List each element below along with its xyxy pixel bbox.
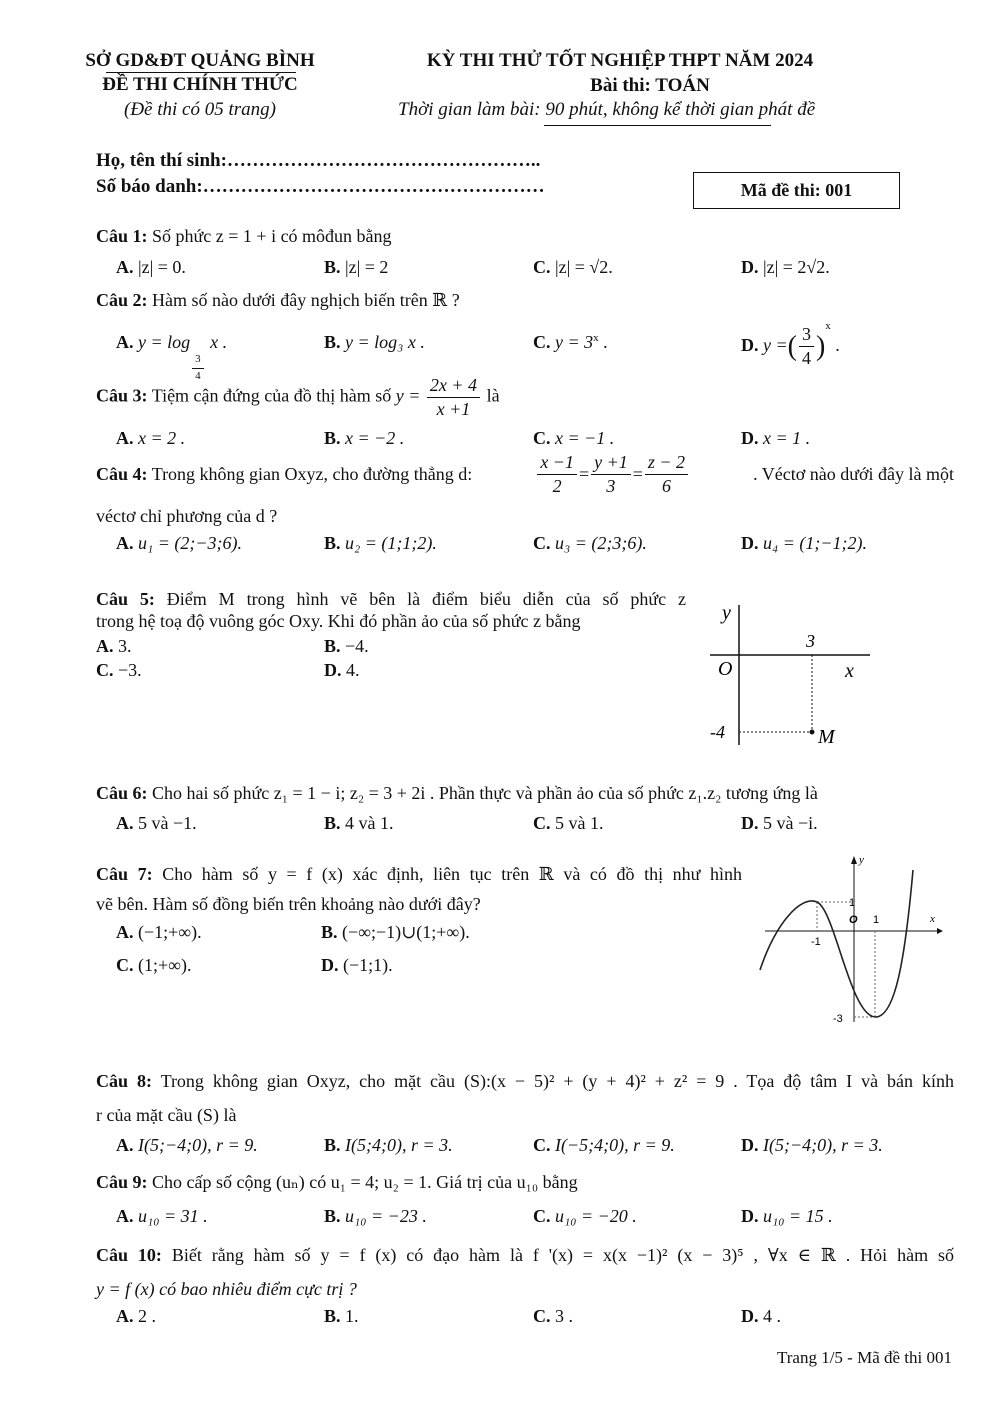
q6-option-b[interactable] <box>324 813 394 834</box>
option-text: |z| = 2√2. <box>763 257 830 277</box>
exam-duration: Thời gian làm bài: 90 phút, không kể thời gian phát đề <box>398 99 816 120</box>
function-lhs: y = <box>395 385 421 406</box>
q2-option-b[interactable] <box>324 332 425 353</box>
paren-left: ( <box>787 330 797 362</box>
fraction-numerator: 3 <box>799 325 814 347</box>
q8-option-a[interactable] <box>116 1135 258 1156</box>
base-fraction <box>799 325 814 368</box>
option-letter: D. <box>741 257 759 277</box>
option-text: I(5;−4;0), r = 9. <box>138 1135 258 1155</box>
origin-label: O <box>718 658 733 680</box>
question-7 <box>96 861 742 917</box>
line-equation: $\frac{x -1}{2}$ = $\frac{y +1}{3}$ = $\frac{z - 2}{6}$ <box>535 453 690 496</box>
q4-option-d[interactable] <box>741 533 867 554</box>
question-label: Câu 8: <box>96 1071 152 1091</box>
option-text: I(−5;4;0), r = 9. <box>555 1135 675 1155</box>
fraction-denominator: 4 <box>195 369 201 382</box>
option-text: −4. <box>345 636 369 656</box>
option-text: u₃ = (2;3;6). <box>555 533 647 553</box>
option-letter: C. <box>533 332 551 352</box>
option-text: x = 2 . <box>138 428 186 448</box>
option-text-tail: . <box>830 335 840 355</box>
option-letter: B. <box>324 428 341 448</box>
option-letter: B. <box>324 813 341 833</box>
header-divider-left <box>106 72 296 73</box>
option-text: |z| = 0. <box>138 257 186 277</box>
q1-option-c[interactable] <box>533 257 613 278</box>
student-id-field: Số báo danh:……………………………………………… <box>96 176 545 197</box>
option-text: −3. <box>118 660 142 680</box>
q2-option-a[interactable] <box>116 332 227 382</box>
option-letter: A. <box>116 533 134 553</box>
option-letter: A. <box>116 1206 134 1226</box>
option-text: 5 và −i. <box>763 813 818 833</box>
option-text: 3 . <box>555 1306 573 1326</box>
option-text-tail: x . <box>205 332 228 352</box>
question-6 <box>96 783 818 804</box>
q10-option-d[interactable] <box>741 1306 781 1327</box>
question-label: Câu 1: <box>96 226 148 246</box>
x-axis-arrow <box>937 928 943 934</box>
option-letter: C. <box>96 660 114 680</box>
option-text: 5 và 1. <box>555 813 604 833</box>
q8-option-b[interactable] <box>324 1135 453 1156</box>
option-letter: C. <box>533 428 551 448</box>
option-text: 3. <box>118 636 132 656</box>
question-9 <box>96 1172 578 1193</box>
page-count-note: (Đề thi có 05 trang) <box>124 99 276 120</box>
exam-subject: Bài thi: TOÁN <box>590 75 710 96</box>
option-text: x = −1 . <box>555 428 615 448</box>
option-text: (−1;1). <box>343 955 393 975</box>
option-text: u₄ = (1;−1;2). <box>763 533 868 553</box>
fraction-denominator: 6 <box>661 475 671 496</box>
question-text-line2: y = f (x) có bao nhiêu điểm cực trị ? <box>96 1279 357 1299</box>
exponent: x <box>593 332 599 344</box>
department-name: SỞ GD&ĐT QUẢNG BÌNH <box>85 50 315 71</box>
option-text: u₁ = (2;−3;6). <box>138 533 243 553</box>
option-letter: A. <box>116 332 134 352</box>
header-divider-right <box>544 125 771 126</box>
option-text: 2 . <box>138 1306 156 1326</box>
option-text: y = log <box>138 332 191 352</box>
question-text-tail: . Véctơ nào dưới đây là một <box>753 463 954 484</box>
option-letter: C. <box>533 1135 551 1155</box>
option-text: y = log₃ x . <box>345 332 425 352</box>
option-text: (−∞;−1)∪(1;+∞). <box>342 922 470 942</box>
fraction-numerator: y +1 <box>591 453 631 475</box>
question-3 <box>96 376 500 419</box>
fraction-numerator: z − 2 <box>645 453 688 475</box>
option-letter: A. <box>116 1306 134 1326</box>
q9-option-a[interactable] <box>116 1206 208 1227</box>
question-text: Điểm M trong hình vẽ bên là điểm biểu diễn của số phức z <box>166 589 686 609</box>
option-letter: B. <box>324 636 341 656</box>
q8-option-c[interactable] <box>533 1135 675 1156</box>
question-text-line2: r của mặt cầu (S) là <box>96 1105 237 1125</box>
fraction-numerator: x −1 <box>537 453 577 475</box>
question-text: Tiệm cận đứng của đồ thị hàm số <box>151 385 392 406</box>
option-text: 4 và 1. <box>345 813 394 833</box>
option-text: 4. <box>346 660 360 680</box>
q4-option-c[interactable] <box>533 533 647 554</box>
option-letter: D. <box>741 428 759 448</box>
option-text: x = 1 . <box>763 428 811 448</box>
option-letter: C. <box>533 813 551 833</box>
option-text: (−1;+∞). <box>138 922 202 942</box>
question-text: Trong không gian Oxyz, cho mặt cầu (S):(x − 5)² + (y + 4)² + z² = 9 . Tọa độ tâm I và bán kính <box>160 1071 954 1091</box>
option-text: 1. <box>345 1306 359 1326</box>
fraction-x <box>537 453 577 496</box>
option-letter: D. <box>741 533 759 553</box>
point-m-label: M <box>818 726 835 748</box>
option-text: |z| = √2. <box>555 257 613 277</box>
origin-label: O <box>849 914 858 926</box>
option-text: u₁₀ = 15 . <box>763 1206 833 1226</box>
q6-option-a[interactable] <box>116 813 197 834</box>
x-neg1-label: -1 <box>811 936 821 948</box>
option-letter: C. <box>533 257 551 277</box>
question-1 <box>96 226 392 247</box>
q3-option-d[interactable] <box>741 428 810 449</box>
q9-option-b[interactable] <box>324 1206 427 1227</box>
x-axis-label: x <box>930 913 935 925</box>
question-text: Trong không gian Oxyz, cho đường thẳng d: <box>151 463 473 484</box>
question-label: Câu 6: <box>96 783 148 803</box>
q2-option-c[interactable] <box>533 332 608 353</box>
option-letter: A. <box>116 813 134 833</box>
option-text: x = −2 . <box>345 428 405 448</box>
q7-option-a[interactable] <box>116 922 202 943</box>
y-one-label: 1 <box>849 897 856 909</box>
question-text: Cho cấp số cộng (uₙ) có u₁ = 4; u₂ = 1. Giá trị của u₁₀ bằng <box>152 1172 578 1192</box>
option-letter: B. <box>324 1135 341 1155</box>
question-text: Số phức z = 1 + i có môđun bằng <box>152 226 392 246</box>
option-letter: D. <box>741 1135 759 1155</box>
y-axis-label: y <box>722 602 731 624</box>
q7-option-c[interactable] <box>116 955 191 976</box>
option-letter: A. <box>116 428 134 448</box>
q7-function-graph <box>755 850 945 1030</box>
function-fraction <box>427 376 480 419</box>
question-4-continued: véctơ chỉ phương của d ? <box>96 506 278 526</box>
question-label: Câu 2: <box>96 290 148 310</box>
option-text: u₁₀ = −20 . <box>555 1206 637 1226</box>
q7-option-b[interactable] <box>321 922 470 943</box>
point-m <box>810 730 815 735</box>
fraction-denominator: 2 <box>552 475 562 496</box>
option-letter: D. <box>321 955 339 975</box>
q5-option-b[interactable] <box>324 636 369 657</box>
q3-option-b[interactable] <box>324 428 404 449</box>
q6-option-c[interactable] <box>533 813 604 834</box>
option-letter: A. <box>116 1135 134 1155</box>
q10-option-a[interactable] <box>116 1306 156 1327</box>
fraction-numerator: 2x + 4 <box>427 376 480 398</box>
option-letter: C. <box>116 955 134 975</box>
option-text: I(5;−4;0), r = 3. <box>763 1135 883 1155</box>
option-letter: D. <box>741 813 759 833</box>
y-neg3-label: -3 <box>833 1013 843 1025</box>
option-text: u₁₀ = 31 . <box>138 1206 208 1226</box>
option-letter: B. <box>324 332 341 352</box>
q3-option-a[interactable] <box>116 428 185 449</box>
option-letter: A. <box>96 636 114 656</box>
fraction-numerator: 3 <box>192 354 204 369</box>
option-letter: D. <box>324 660 342 680</box>
q3-option-c[interactable] <box>533 428 614 449</box>
option-letter: B. <box>324 1306 341 1326</box>
official-exam-label: ĐỀ THI CHÍNH THỨC <box>102 74 298 95</box>
question-text: Hàm số nào dưới đây nghịch biến trên ℝ ? <box>152 290 460 310</box>
option-text: y = 3 <box>555 332 594 352</box>
question-label: Câu 3: <box>96 385 148 406</box>
option-text: u₁₀ = −23 . <box>345 1206 427 1226</box>
fraction-denominator: x +1 <box>436 398 471 419</box>
question-8 <box>96 1064 954 1132</box>
page-footer: Trang 1/5 - Mã đề thi 001 <box>776 1348 952 1367</box>
option-text-tail: . <box>598 332 608 352</box>
option-text: u₂ = (1;1;2). <box>345 533 437 553</box>
function-curve <box>760 870 913 1017</box>
q1-option-b[interactable] <box>324 257 388 278</box>
q9-option-d[interactable] <box>741 1206 833 1227</box>
q5-option-d[interactable] <box>324 660 360 681</box>
x-value-label: 3 <box>806 631 815 651</box>
fraction-y <box>591 453 631 496</box>
fraction-denominator: 4 <box>801 348 811 369</box>
exam-code: Mã đề thi: 001 <box>740 180 853 200</box>
q5-option-c[interactable] <box>96 660 142 681</box>
x-axis-label: x <box>845 660 854 682</box>
x-one-label: 1 <box>873 914 880 926</box>
question-label: Câu 4: <box>96 463 148 484</box>
question-4 <box>96 453 954 496</box>
paren-right: ) <box>815 330 826 362</box>
option-letter: D. <box>741 1206 759 1226</box>
question-text: Biết rằng hàm số y = f (x) có đạo hàm là f '(x) = x(x −1)² (x − 3)⁵ , ∀x ∈ ℝ . Hỏi hàm số <box>171 1245 954 1265</box>
q10-option-b[interactable] <box>324 1306 359 1327</box>
question-label: Câu 9: <box>96 1172 148 1192</box>
student-name-field: Họ, tên thí sinh:………………………………………….. <box>96 150 541 171</box>
option-text: 5 và −1. <box>138 813 197 833</box>
option-text: |z| = 2 <box>345 257 389 277</box>
question-2 <box>96 290 460 311</box>
q5-option-a[interactable] <box>96 636 132 657</box>
question-text-line2: vẽ bên. Hàm số đồng biến trên khoảng nào dưới đây? <box>96 894 481 914</box>
option-letter: B. <box>324 533 341 553</box>
option-text: I(5;4;0), r = 3. <box>345 1135 453 1155</box>
option-letter: B. <box>321 922 338 942</box>
exam-title: KỲ THI THỬ TỐT NGHIỆP THPT NĂM 2024 <box>426 50 814 71</box>
q1-option-d[interactable] <box>741 257 830 278</box>
q2-option-d[interactable] <box>741 320 840 368</box>
option-letter: C. <box>533 1306 551 1326</box>
question-5 <box>96 586 686 634</box>
q8-option-d[interactable] <box>741 1135 883 1156</box>
option-text: 4 . <box>763 1306 781 1326</box>
exponent: x <box>825 320 831 332</box>
option-letter: D. <box>741 1306 759 1326</box>
y-value-label: -4 <box>710 722 725 742</box>
question-text: Cho hàm số y = f (x) xác định, liên tục trên ℝ và có đồ thị như hình <box>162 864 742 884</box>
question-label: Câu 10: <box>96 1245 162 1265</box>
fraction-denominator: 3 <box>606 475 616 496</box>
option-text: y = <box>763 335 788 355</box>
q5-coordinate-figure <box>690 595 880 755</box>
q4-option-a[interactable] <box>116 533 242 554</box>
option-text: (1;+∞). <box>138 955 192 975</box>
q10-option-c[interactable] <box>533 1306 573 1327</box>
question-text-line2: trong hệ toạ độ vuông góc Oxy. Khi đó phần ảo của số phức z bằng <box>96 611 581 631</box>
y-axis-arrow <box>851 856 857 864</box>
option-letter: A. <box>116 922 134 942</box>
option-letter: B. <box>324 1206 341 1226</box>
option-letter: C. <box>533 533 551 553</box>
question-label: Câu 7: <box>96 864 153 884</box>
y-axis-label: y <box>859 854 864 866</box>
q4-option-b[interactable] <box>324 533 437 554</box>
fraction-z <box>645 453 688 496</box>
q6-option-d[interactable] <box>741 813 818 834</box>
question-text: Cho hai số phức z₁ = 1 − i; z₂ = 3 + 2i . Phần thực và phần ảo của số phức z₁.z₂ tương ứng là <box>152 783 818 803</box>
option-letter: A. <box>116 257 134 277</box>
question-label: Câu 5: <box>96 589 155 609</box>
q7-option-d[interactable] <box>321 955 393 976</box>
option-letter: B. <box>324 257 341 277</box>
q9-option-c[interactable] <box>533 1206 637 1227</box>
exam-code-box <box>693 172 900 209</box>
option-letter: C. <box>533 1206 551 1226</box>
question-10 <box>96 1238 954 1306</box>
option-letter: D. <box>741 335 759 355</box>
question-text-tail: là <box>486 385 500 406</box>
q1-option-a[interactable] <box>116 257 186 278</box>
